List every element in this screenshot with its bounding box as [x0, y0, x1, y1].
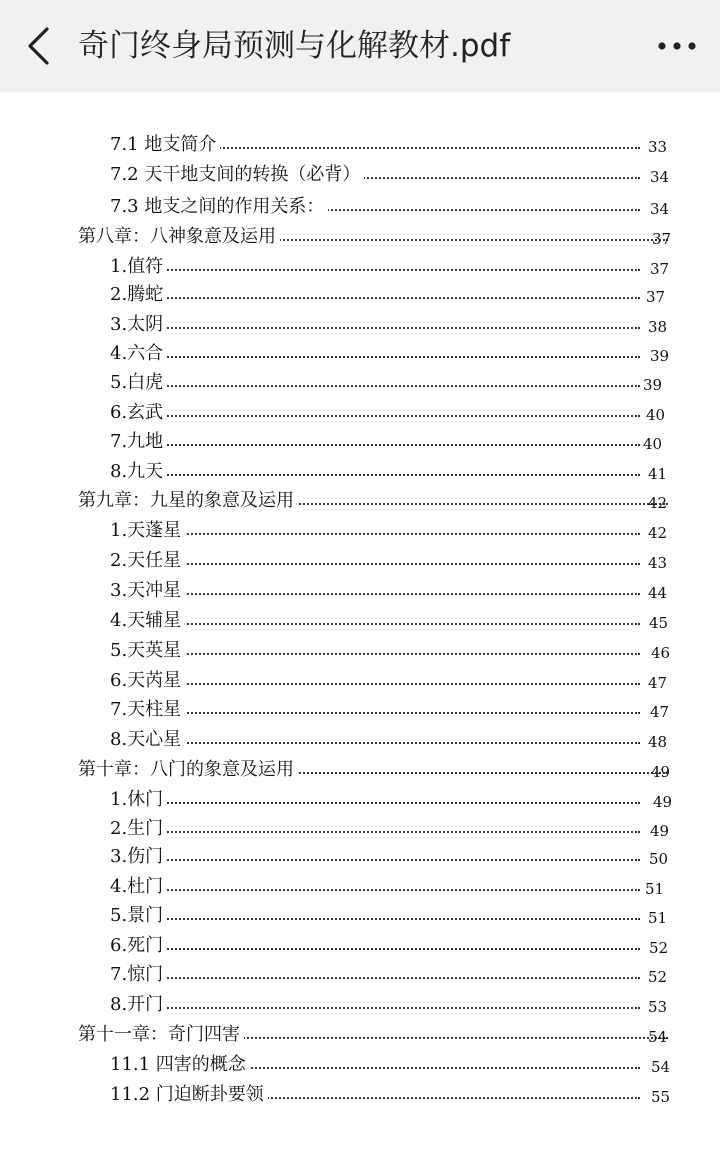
toc-entry[interactable] — [0, 638, 720, 664]
toc-entry-title: 6.死门 — [110, 933, 167, 959]
toc-entry[interactable] — [0, 224, 720, 250]
toc-entry-title: 第八章：八神象意及运用 — [78, 224, 280, 250]
toc-entry[interactable] — [0, 787, 720, 813]
toc-entry-page-number: 40 — [646, 406, 666, 424]
dot-leader — [112, 802, 640, 804]
toc-entry-title: 1.天蓬星 — [110, 518, 185, 544]
toc-entry-title: 第十章：八门的象意及运用 — [78, 757, 298, 783]
toc-entry-page-number: 54 — [648, 1028, 668, 1046]
dot-leader — [112, 831, 640, 833]
toc-entry-title: 4.天辅星 — [110, 608, 185, 634]
toc-entry-page-number: 40 — [643, 435, 663, 453]
toc-entry-title: 8.天心星 — [110, 727, 185, 753]
pdf-page — [0, 92, 720, 1164]
toc-entry-page-number: 39 — [650, 347, 670, 365]
more-options-button[interactable] — [650, 24, 704, 68]
toc-entry[interactable] — [0, 254, 720, 280]
toc-entry[interactable] — [0, 341, 720, 367]
toc-entry-page-number: 39 — [643, 376, 663, 394]
toc-entry-page-number: 54 — [651, 1058, 671, 1076]
dot-leader — [112, 712, 640, 714]
dot-leader — [112, 563, 640, 565]
toc-entry[interactable] — [0, 488, 720, 514]
toc-entry-title: 2.生门 — [110, 816, 167, 842]
dot-leader — [112, 889, 640, 891]
toc-entry[interactable] — [0, 194, 720, 220]
dot-leader — [112, 356, 640, 358]
toc-entry[interactable] — [0, 578, 720, 604]
toc-entry[interactable] — [0, 518, 720, 544]
toc-entry-title: 6.玄武 — [110, 400, 167, 426]
toc-entry-title: 7.惊门 — [110, 962, 167, 988]
toc-entry[interactable] — [0, 132, 720, 158]
more-horizontal-icon — [657, 41, 697, 51]
toc-entry-title: 7.2 天干地支间的转换（必背） — [110, 162, 364, 188]
toc-entry[interactable] — [0, 282, 720, 308]
dot-leader — [112, 742, 640, 744]
back-button[interactable] — [14, 20, 62, 72]
toc-entry[interactable] — [0, 162, 720, 188]
toc-entry[interactable] — [0, 459, 720, 485]
toc-entry[interactable] — [0, 608, 720, 634]
dot-leader — [112, 948, 640, 950]
toc-entry-page-number: 47 — [650, 703, 670, 721]
top-bar — [0, 0, 720, 93]
toc-entry-page-number: 49 — [653, 793, 673, 811]
toc-entry-title: 4.杜门 — [110, 874, 167, 900]
dot-leader — [112, 415, 640, 417]
toc-entry-title: 6.天芮星 — [110, 668, 185, 694]
toc-entry-title: 7.1 地支简介 — [110, 132, 220, 158]
toc-entry[interactable] — [0, 548, 720, 574]
toc-entry[interactable] — [0, 400, 720, 426]
toc-entry-page-number: 51 — [645, 880, 665, 898]
chevron-left-icon — [25, 26, 51, 66]
dot-leader — [112, 859, 640, 861]
dot-leader — [112, 327, 640, 329]
toc-entry-page-number: 50 — [649, 850, 669, 868]
toc-entry[interactable] — [0, 816, 720, 842]
toc-entry-title: 第十一章：奇门四害 — [78, 1022, 244, 1048]
toc-entry-page-number: 51 — [648, 909, 668, 927]
toc-entry[interactable] — [0, 933, 720, 959]
toc-entry-title: 7.3 地支之间的作用关系： — [110, 194, 328, 220]
toc-entry-page-number: 49 — [651, 763, 671, 781]
dot-leader — [112, 385, 640, 387]
toc-entry[interactable] — [0, 370, 720, 396]
toc-entry-title: 7.九地 — [110, 429, 167, 455]
toc-entry-page-number: 45 — [649, 614, 669, 632]
toc-entry-page-number: 48 — [648, 733, 668, 751]
toc-entry-page-number: 33 — [648, 138, 668, 156]
toc-entry[interactable] — [0, 903, 720, 929]
toc-entry-page-number: 55 — [651, 1088, 671, 1106]
toc-entry-page-number: 52 — [649, 939, 669, 957]
toc-entry-title: 2.腾蛇 — [110, 282, 167, 308]
toc-entry-page-number: 37 — [646, 288, 666, 306]
toc-entry[interactable] — [0, 992, 720, 1018]
toc-entry-title: 3.天冲星 — [110, 578, 185, 604]
toc-entry-page-number: 47 — [648, 674, 668, 692]
toc-entry-page-number: 37 — [652, 230, 672, 248]
toc-entry[interactable] — [0, 1082, 720, 1108]
toc-entry[interactable] — [0, 668, 720, 694]
toc-entry-title: 3.太阴 — [110, 312, 167, 338]
document-title: 奇门终身局预测与化解教材.pdf — [78, 28, 511, 64]
toc-entry[interactable] — [0, 727, 720, 753]
dot-leader — [112, 683, 640, 685]
dot-leader — [112, 297, 640, 299]
toc-entry-page-number: 42 — [648, 524, 668, 542]
toc-entry-title: 8.九天 — [110, 459, 167, 485]
toc-entry-title: 11.2 门迫断卦要领 — [110, 1082, 268, 1108]
toc-entry-title: 1.值符 — [110, 254, 167, 280]
toc-entry-page-number: 42 — [648, 494, 668, 512]
toc-entry-title: 2.天任星 — [110, 548, 185, 574]
dot-leader — [112, 593, 640, 595]
toc-entry-title: 11.1 四害的概念 — [110, 1052, 250, 1078]
toc-entry-title: 7.天柱星 — [110, 697, 185, 723]
toc-entry-title: 5.天英星 — [110, 638, 185, 664]
toc-entry[interactable] — [0, 874, 720, 900]
toc-entry[interactable] — [0, 1022, 720, 1048]
dot-leader — [112, 269, 640, 271]
toc-entry-page-number: 46 — [651, 644, 671, 662]
toc-entry-page-number: 38 — [648, 318, 668, 336]
toc-entry-page-number: 53 — [648, 998, 668, 1016]
toc-entry-title: 8.开门 — [110, 992, 167, 1018]
toc-entry-page-number: 49 — [650, 822, 670, 840]
toc-entry-page-number: 52 — [648, 968, 668, 986]
toc-entry[interactable] — [0, 1052, 720, 1078]
dot-leader — [112, 444, 640, 446]
toc-entry[interactable] — [0, 697, 720, 723]
toc-entry-page-number: 34 — [650, 168, 670, 186]
toc-entry-page-number: 43 — [648, 554, 668, 572]
toc-entry-title: 5.白虎 — [110, 370, 167, 396]
toc-entry-title: 5.景门 — [110, 903, 167, 929]
toc-entry-page-number: 41 — [648, 465, 668, 483]
table-of-contents — [0, 92, 720, 1164]
toc-entry-title: 3.伤门 — [110, 844, 167, 870]
toc-entry[interactable] — [0, 429, 720, 455]
toc-entry[interactable] — [0, 844, 720, 870]
dot-leader — [112, 1007, 640, 1009]
toc-entry-title: 1.休门 — [110, 787, 167, 813]
toc-entry-title: 4.六合 — [110, 341, 167, 367]
dot-leader — [112, 653, 640, 655]
toc-entry-title: 第九章：九星的象意及运用 — [78, 488, 298, 514]
toc-entry-page-number: 34 — [650, 200, 670, 218]
dot-leader — [112, 533, 640, 535]
dot-leader — [112, 474, 640, 476]
toc-entry[interactable] — [0, 757, 720, 783]
toc-entry[interactable] — [0, 962, 720, 988]
dot-leader — [112, 623, 640, 625]
toc-entry[interactable] — [0, 312, 720, 338]
toc-entry-page-number: 37 — [650, 260, 670, 278]
toc-entry-page-number: 44 — [648, 584, 668, 602]
dot-leader — [112, 918, 640, 920]
dot-leader — [112, 977, 640, 979]
